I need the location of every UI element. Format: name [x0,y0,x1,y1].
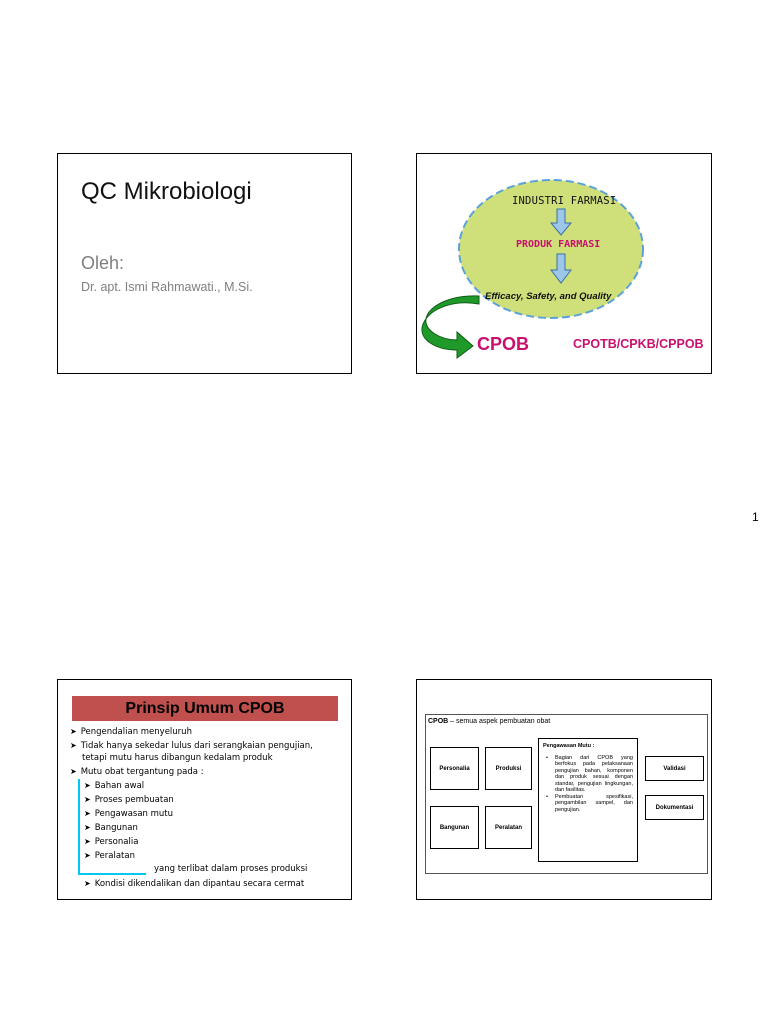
bullet-item-continued: tetapi mutu harus dibangun kedalam produk [82,753,273,763]
list-item: • Bagian dari CPOB yang berfokus pada pelaksanaan pengujian bahan, komponen dan produk sesuai dengan standar, pengujian lingkungan, dan fasilitas. [543,755,633,794]
arrow-bullet-icon: ➤ [84,851,91,860]
author-name: Dr. apt. Ismi Rahmawati., M.Si. [81,280,253,294]
arrow-bullet-icon: ➤ [84,795,91,804]
pengawasan-mutu-title: Pengawasan Mutu : [543,743,595,749]
bullet-item: ➤ Kondisi dikendalikan dan dipantau secara cermat [84,879,305,889]
industri-label: INDUSTRI FARMASI [512,195,617,207]
bullet-item: ➤ Mutu obat tergantung pada : [70,767,204,777]
sub-item: ➤ Peralatan [84,851,135,861]
list-item: • Pembuatan spesifikasi, pengambilan sampel, dan pengujian. [543,794,633,814]
slide-title-text: QC Mikrobiologi [81,178,252,205]
box-peralatan: Peralatan [485,806,532,849]
arrow-bullet-icon: ➤ [70,767,77,776]
slide-prinsip-umum [57,679,352,900]
arrow-bullet-icon: ➤ [84,809,91,818]
bullet-item: ➤ Tidak hanya sekedar lulus dari serangkaian pengujian, [70,741,313,751]
arrow-bullet-icon: ➤ [84,823,91,832]
sub-item: ➤ Bahan awal [84,781,145,791]
box-personalia: Personalia [430,747,479,790]
cpotb-label: CPOTB/CPKB/CPPOB [573,337,704,351]
box-bangunan: Bangunan [430,806,479,849]
box-produksi: Produksi [485,747,532,790]
slide-heading: Prinsip Umum CPOB [72,696,338,721]
slide-cpob-aspek [416,679,712,900]
arrow-bullet-icon: ➤ [70,741,77,750]
green-curved-arrow-icon [422,296,479,358]
sub-item: ➤ Proses pembuatan [84,795,174,805]
arrow-bullet-icon: ➤ [84,781,91,790]
pengawasan-mutu-box [538,738,638,862]
slide-title [57,153,352,374]
produk-label: PRODUK FARMASI [516,239,601,250]
arrow-bullet-icon: ➤ [84,879,91,888]
sub-item: ➤ Bangunan [84,823,138,833]
slide-industri-diagram [416,153,712,374]
page-number: 1 [752,510,759,524]
pengawasan-mutu-list [543,755,633,814]
cpob-heading: CPOB – semua aspek pembuatan obat [428,718,551,725]
involved-note: yang terlibat dalam proses produksi [154,864,308,874]
arrow-bullet-icon: ➤ [70,727,77,736]
bullet-item: ➤ Pengendalian menyeluruh [70,727,192,737]
efficacy-label: Efficacy, Safety, and Quality [485,291,612,302]
sub-item: ➤ Personalia [84,837,139,847]
by-label: Oleh: [81,253,125,273]
bracket-line [78,779,80,874]
arrow-bullet-icon: ➤ [84,837,91,846]
box-validasi: Validasi [645,756,704,781]
box-dokumentasi: Dokumentasi [645,795,704,820]
bracket-line [78,873,146,875]
cpob-label: CPOB [477,334,530,354]
sub-item: ➤ Pengawasan mutu [84,809,174,819]
